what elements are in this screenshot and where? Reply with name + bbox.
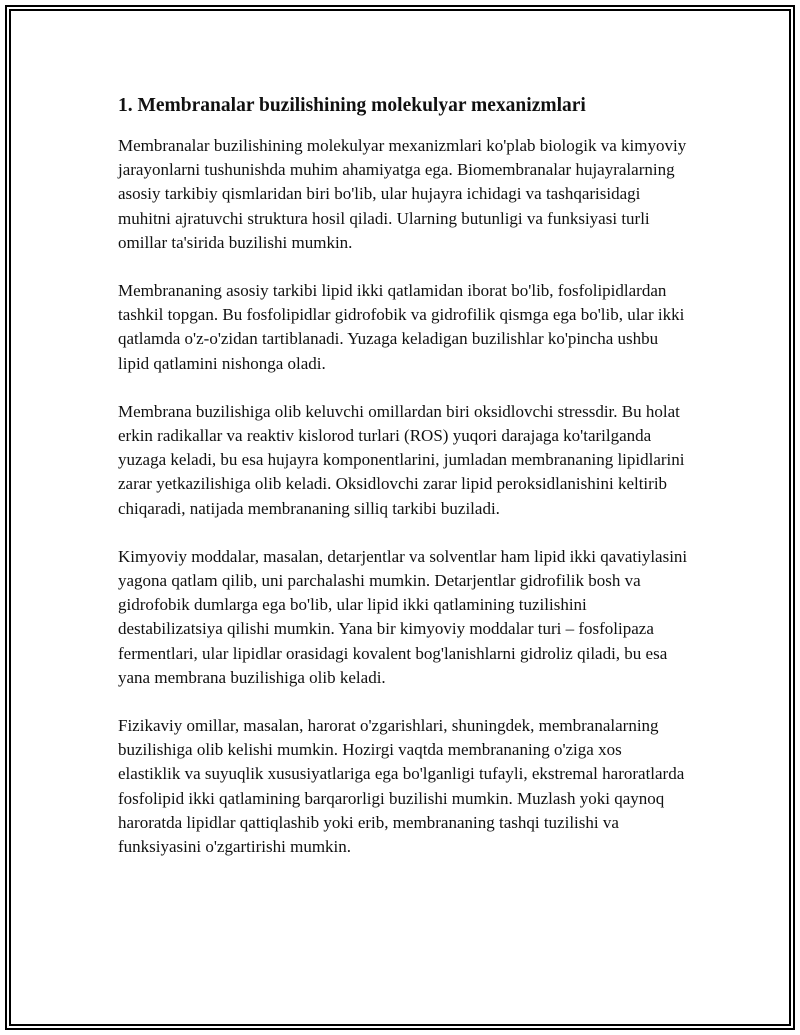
section-heading: 1. Membranalar buzilishining molekulyar mexanizmlari: [118, 95, 586, 116]
paragraph-4: Kimyoviy moddalar, masalan, detarjentlar va solventlar ham lipid ikki qavatiylasini yagona qatlam qilib, uni parchalashi mumkin. Detarjentlar gidrofilik bosh va gidrofobik dumlarga ega bo'lib, ular lipid ikki qatlamining tuzilishini destabilizatsiya qilishi mumkin. Yana bir kimyoviy moddalar turi – fosfolipaza fermentlari, ular lipidlar orasidagi kovalent bog'lanishlarni gidroliz qiladi, bu esa yana membrana buzilishiga olib keladi.: [118, 546, 688, 687]
paragraph-1: Membranalar buzilishining molekulyar mexanizmlari ko'plab biologik va kimyoviy jarayonlarni tushunishda muhim ahamiyatga ega. Biomembranalar hujayralarning asosiy tarkibiy qismlaridan biri bo'lib, ular hujayra ichidagi va tashqarisidagi muhitni ajratuvchi struktura hosil qiladi. Ularning butunligi va funksiyasi turli omillar ta'sirida buzilishi mumkin.: [118, 136, 687, 252]
paragraph-2: Membrananing asosiy tarkibi lipid ikki qatlamidan iborat bo'lib, fosfolipidlardan tashkil topgan. Bu fosfolipidlar gidrofobik va gidrofilik qismga ega bo'lib, ular ikki qatlamda o'z-o'zidan tartiblanadi. Yuzaga keladigan buzilishlar ko'pincha ushbu lipid qatlamini nishonga oladi.: [118, 281, 685, 373]
document-body: [118, 94, 688, 883]
paragraph-5: Fizikaviy omillar, masalan, harorat o'zgarishlari, shuningdek, membranalarning buzilishiga olib kelishi mumkin. Hozirgi vaqtda membrananing o'ziga xos elastiklik va suyuqlik xususiyatlariga ega bo'lganligi tufayli, ekstremal haroratlarda fosfolipid ikki qatlamining barqarorligi buzilishi mumkin. Muzlash yoki qaynoq haroratda lipidlar qattiqlashib yoki erib, membrananing tashqi tuzilishi va funksiyasini o'zgartirishi mumkin.: [118, 716, 685, 857]
paragraph-3: Membrana buzilishiga olib keluvchi omillardan biri oksidlovchi stressdir. Bu holat erkin radikallar va reaktiv kislorod turlari (ROS) yuqori darajaga ko'tarilganda yuzaga keladi, bu esa hujayra komponentlarini, jumladan membrananing lipidlarini zarar yetkazilishiga olib keladi. Oksidlovchi zarar lipid peroksidlanishini keltirib chiqaradi, natijada membrananing silliq tarkibi buziladi.: [118, 401, 685, 518]
